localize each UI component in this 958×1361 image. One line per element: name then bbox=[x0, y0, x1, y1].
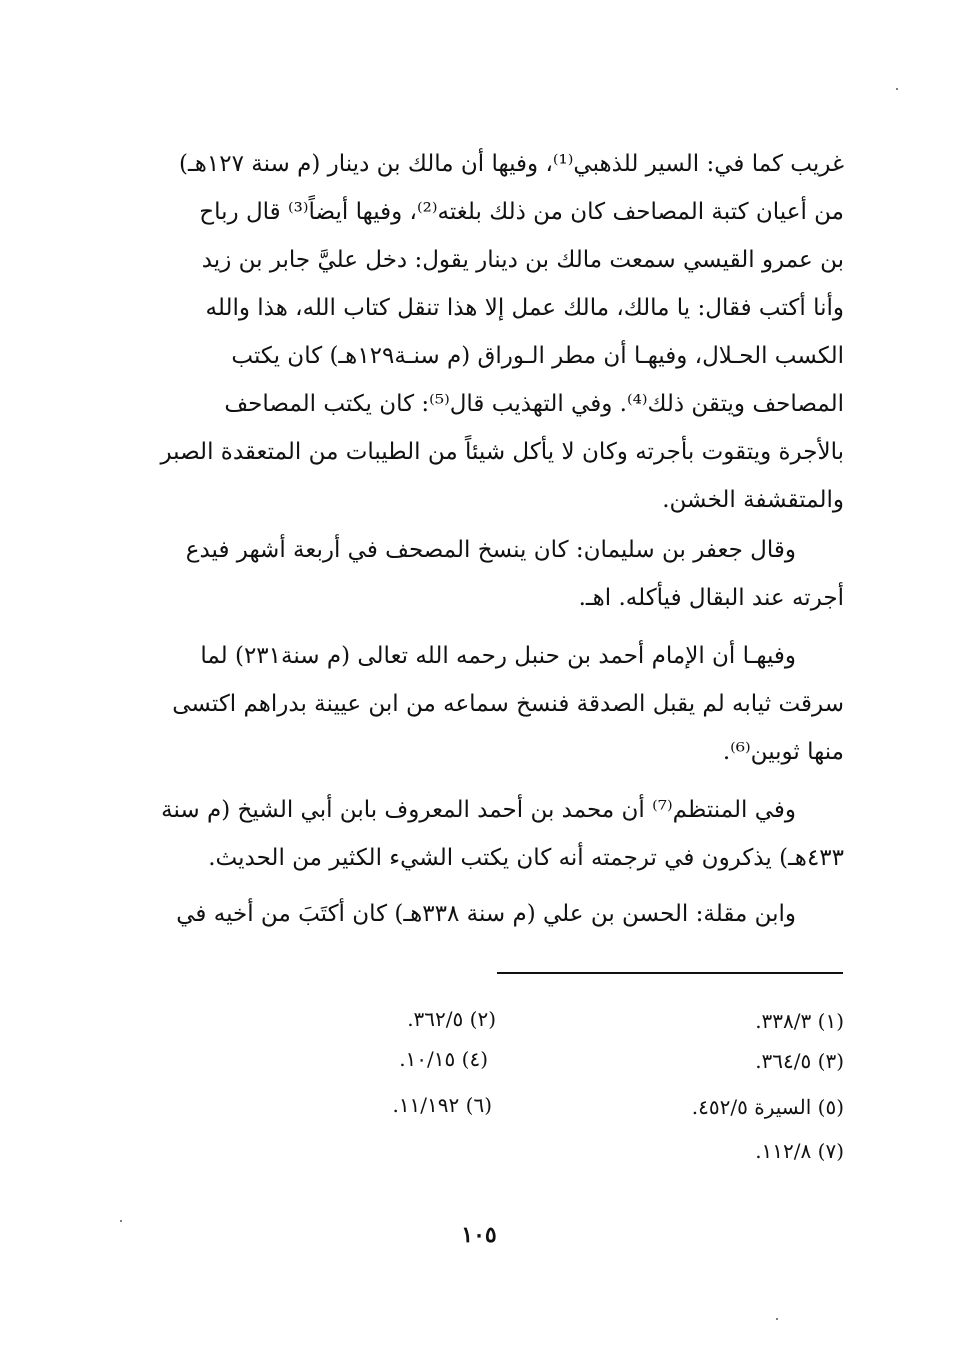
paragraph-line: بالأجرة ويتقوت بأجرته وكان لا يأكل شيئاً من الطيبات من المتعقدة الصبر bbox=[160, 439, 844, 465]
paragraph-5 bbox=[136, 890, 844, 938]
footnote-3: (٣) ٣٦٤/٥. bbox=[755, 1049, 844, 1073]
paragraph-4 bbox=[136, 786, 844, 882]
footnote-separator bbox=[497, 972, 843, 974]
paragraph-line: الكسب الحـلال، وفيهـا أن مطر الـوراق (م سنـة١٢٩هـ) كان يكتب bbox=[231, 343, 844, 369]
paragraph-line: من أعيان كتبة المصاحف كان من ذلك بلغته⁽²⁾، وفيها أيضاً⁽³⁾ قال رباح bbox=[199, 199, 844, 225]
footnote-4: (٤) ١٠/١٥. bbox=[399, 1047, 488, 1071]
paragraph-line: وفيهـا أن الإمام أحمد بن حنبل رحمه الله تعالى (م سنة٢٣١) لما bbox=[200, 643, 796, 669]
paragraph-line: غريب كما في: السير للذهبي⁽¹⁾، وفيها أن مالك بن دينار (م سنة ١٢٧هـ) bbox=[179, 151, 844, 177]
scan-speck bbox=[120, 1220, 122, 1222]
paragraph-line: وقال جعفر بن سليمان: كان ينسخ المصحف في أربعة أشهر فيدع bbox=[185, 537, 796, 563]
paragraph-line: المصاحف ويتقن ذلك⁽⁴⁾. وفي التهذيب قال⁽⁵⁾: كان يكتب المصاحف bbox=[224, 391, 844, 417]
footnote-7: (٧) ١١٢/٨. bbox=[755, 1139, 844, 1163]
paragraph-line: أجرته عند البقال فيأكله. اهـ. bbox=[578, 585, 844, 611]
paragraph-line: وأنا أكتب فقال: يا مالك، مالك عمل إلا هذا تنقل كتاب الله، هذا والله bbox=[205, 295, 844, 321]
paragraph-2 bbox=[136, 526, 844, 622]
paragraph-line: ٤٣٣هـ) يذكرون في ترجمته أنه كان يكتب الشيء الكثير من الحديث. bbox=[208, 845, 844, 871]
scan-speck bbox=[896, 88, 898, 90]
footnote-6: (٦) ١١/١٩٢. bbox=[392, 1093, 492, 1117]
paragraph-line: بن عمرو القيسي سمعت مالك بن دينار يقول: دخل عليَّ جابر بن زيد bbox=[201, 247, 844, 273]
paragraph-line: سرقت ثيابه لم يقبل الصدقة فنسخ سماعه من ابن عيينة بدراهم اكتسى bbox=[172, 691, 844, 717]
paragraph-line: وفي المنتظم⁽⁷⁾ أن محمد بن أحمد المعروف بابن أبي الشيخ (م سنة bbox=[161, 797, 796, 823]
paragraph-line: والمتقشفة الخشن. bbox=[662, 487, 844, 513]
footnote-1: (١) ٣٣٨/٣. bbox=[755, 1009, 844, 1033]
footnote-5: (٥) السيرة ٤٥٢/٥. bbox=[691, 1095, 844, 1119]
paragraph-line: منها ثوبين⁽⁶⁾. bbox=[722, 739, 844, 765]
paragraph-1 bbox=[136, 140, 844, 524]
footnote-2: (٢) ٣٦٢/٥. bbox=[407, 1007, 496, 1031]
paragraph-line: وابن مقلة: الحسن بن علي (م سنة ٣٣٨هـ) كان أكتَبَ من أخيه في bbox=[176, 901, 796, 927]
paragraph-3 bbox=[136, 632, 844, 776]
scan-speck bbox=[776, 1318, 778, 1320]
page-number: ١٠٥ bbox=[461, 1222, 497, 1248]
